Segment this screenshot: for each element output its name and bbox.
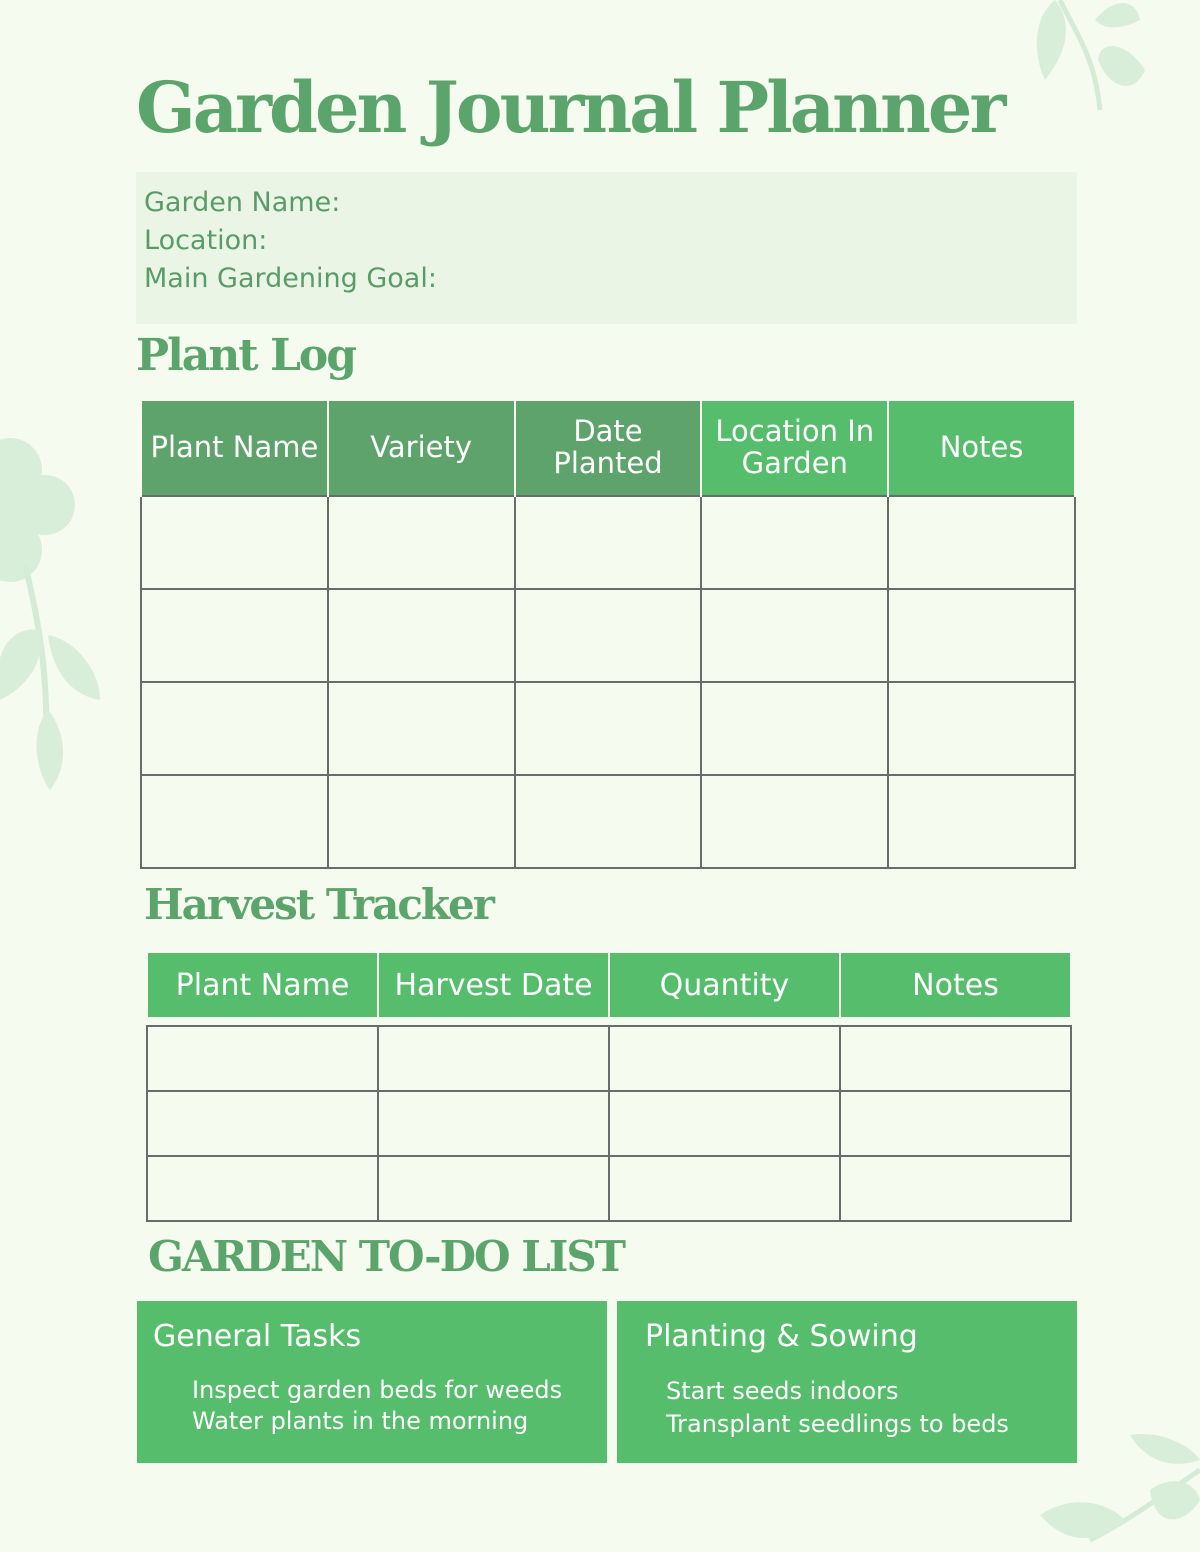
table-cell[interactable] (840, 1026, 1071, 1091)
table-row (141, 682, 1075, 775)
table-cell[interactable] (378, 1156, 609, 1221)
table-cell[interactable] (141, 682, 328, 775)
table-row (147, 1026, 1071, 1091)
list-item: Inspect garden beds for weeds (192, 1376, 563, 1404)
planting-sowing-card (617, 1301, 1077, 1463)
plant-log-col-location: Location In Garden (701, 400, 888, 496)
table-row (141, 775, 1075, 868)
table-cell[interactable] (840, 1156, 1071, 1221)
table-cell[interactable] (147, 1026, 378, 1091)
table-cell[interactable] (147, 1091, 378, 1156)
planting-sowing-title: Planting & Sowing (645, 1319, 918, 1354)
table-cell[interactable] (888, 775, 1075, 868)
leaf-branch-top-right-icon (1020, 0, 1200, 150)
harvest-tracker-heading: Harvest Tracker (144, 880, 493, 929)
plant-log-table (140, 399, 1076, 869)
list-item: Water plants in the morning (192, 1407, 529, 1435)
table-row (147, 1091, 1071, 1156)
table-cell[interactable] (609, 1091, 840, 1156)
plant-log-col-plant-name: Plant Name (141, 400, 328, 496)
location-label: Location: (144, 225, 268, 256)
table-cell[interactable] (515, 589, 702, 682)
main-goal-label: Main Gardening Goal: (144, 263, 437, 294)
plant-log-heading: Plant Log (136, 330, 355, 381)
table-cell[interactable] (328, 589, 515, 682)
table-cell[interactable] (609, 1026, 840, 1091)
garden-info-box (136, 172, 1077, 324)
table-cell[interactable] (701, 682, 888, 775)
table-cell[interactable] (701, 589, 888, 682)
table-cell[interactable] (515, 775, 702, 868)
plant-log-col-notes: Notes (888, 400, 1075, 496)
table-cell[interactable] (141, 589, 328, 682)
harvest-col-harvest-date: Harvest Date (378, 952, 609, 1018)
table-cell[interactable] (701, 775, 888, 868)
table-cell[interactable] (328, 775, 515, 868)
table-cell[interactable] (515, 682, 702, 775)
todo-list-heading: GARDEN TO-DO LIST (148, 1232, 625, 1281)
table-cell[interactable] (147, 1156, 378, 1221)
table-cell[interactable] (141, 775, 328, 868)
harvest-col-plant-name: Plant Name (147, 952, 378, 1018)
table-cell[interactable] (378, 1091, 609, 1156)
plant-log-col-variety: Variety (328, 400, 515, 496)
table-cell[interactable] (609, 1156, 840, 1221)
table-cell[interactable] (840, 1091, 1071, 1156)
list-item: Transplant seedlings to beds (666, 1410, 1009, 1438)
page-title: Garden Journal Planner (136, 66, 1004, 149)
table-cell[interactable] (888, 589, 1075, 682)
table-cell[interactable] (701, 496, 888, 589)
table-row (141, 496, 1075, 589)
table-cell[interactable] (888, 682, 1075, 775)
garden-name-label: Garden Name: (144, 187, 341, 218)
harvest-tracker-table (146, 951, 1072, 1222)
plant-log-col-date-planted: Date Planted (515, 400, 702, 496)
table-cell[interactable] (378, 1026, 609, 1091)
general-tasks-card (137, 1301, 607, 1463)
table-cell[interactable] (328, 496, 515, 589)
table-cell[interactable] (515, 496, 702, 589)
list-item: Start seeds indoors (666, 1377, 899, 1405)
table-cell[interactable] (328, 682, 515, 775)
table-row (141, 589, 1075, 682)
general-tasks-title: General Tasks (153, 1319, 362, 1354)
table-cell[interactable] (141, 496, 328, 589)
harvest-col-quantity: Quantity (609, 952, 840, 1018)
flower-branch-left-icon (0, 425, 110, 795)
table-row (147, 1156, 1071, 1221)
harvest-col-notes: Notes (840, 952, 1071, 1018)
table-cell[interactable] (888, 496, 1075, 589)
